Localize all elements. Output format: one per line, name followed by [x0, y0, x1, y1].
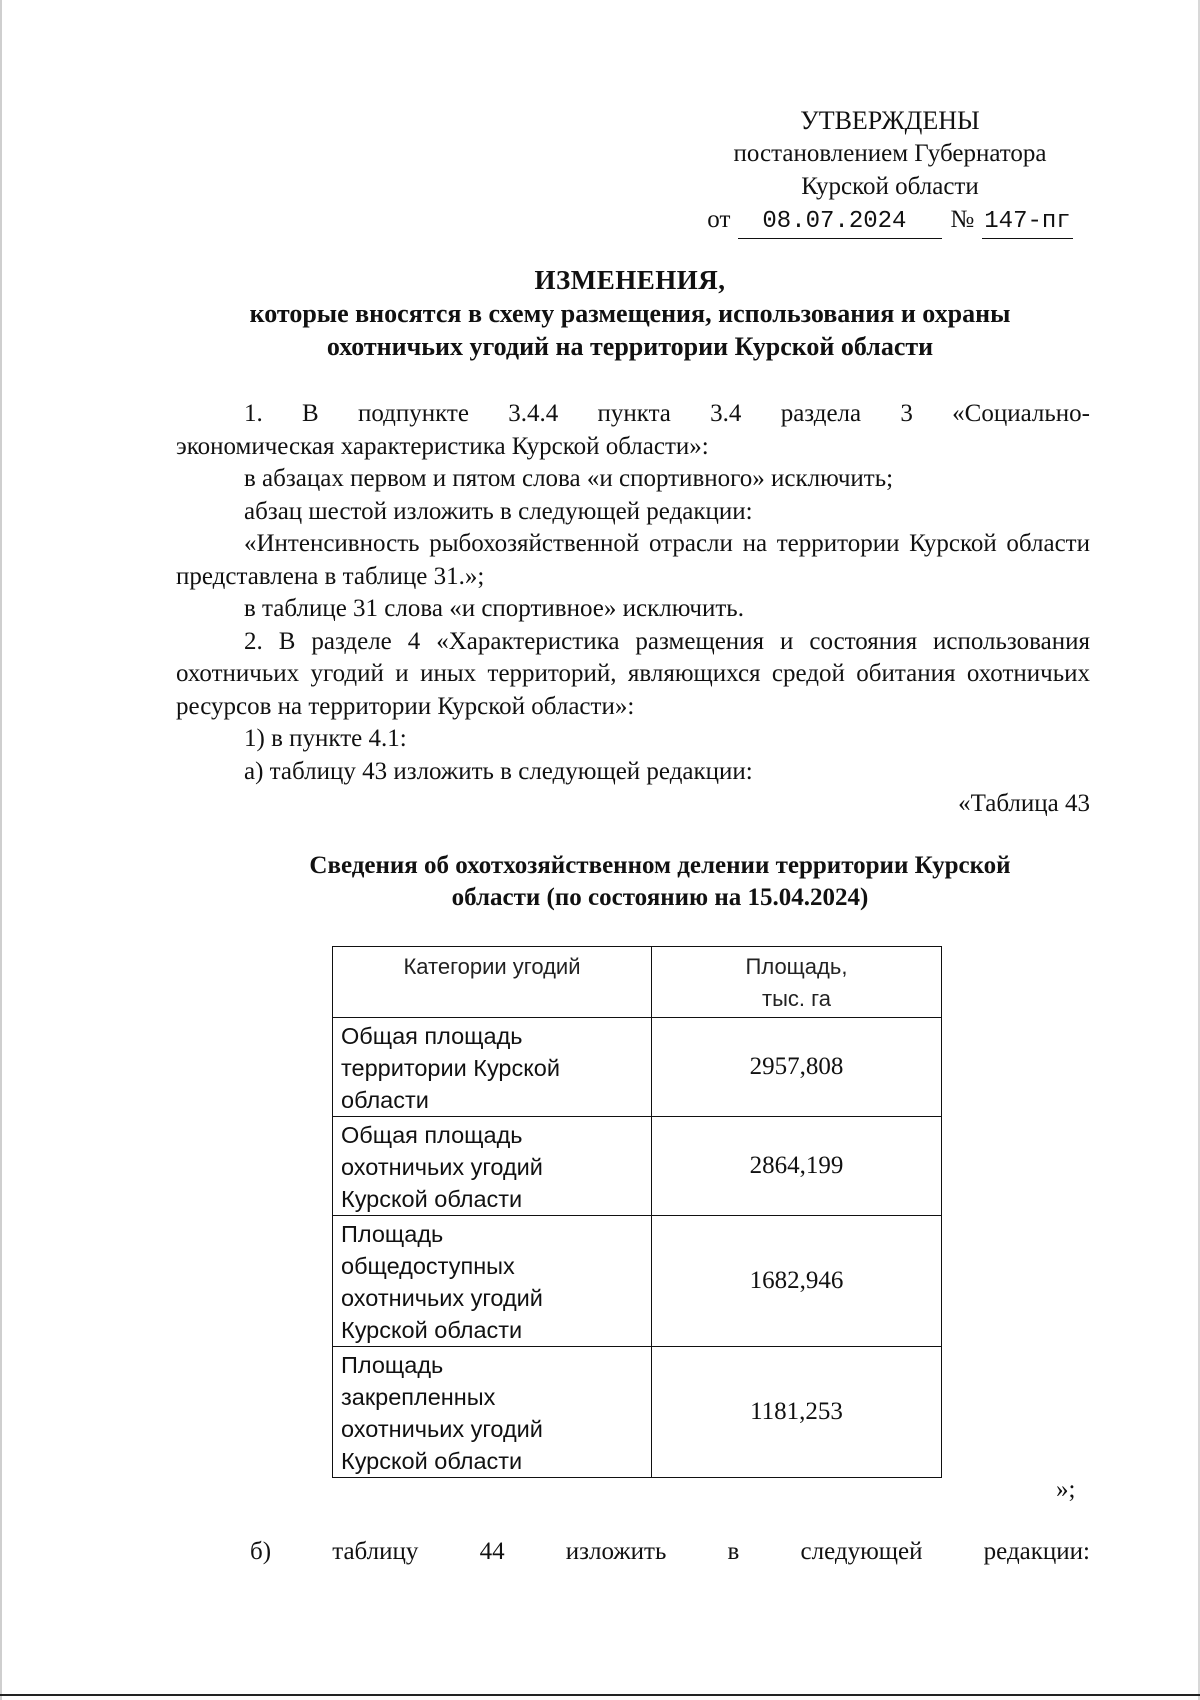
paragraph-6: 2. В разделе 4 «Характеристика размещения и состояния использования охотничьих угодий и иных территорий, являющихся средой обитания охотничьих ресурсов на территории Курской области»: [176, 627, 1090, 720]
cell-category [333, 1347, 652, 1478]
cell-category-line: Общая площадь [341, 1122, 523, 1148]
cell-category-line: общедоступных [341, 1253, 515, 1279]
closing-quote: »; [1056, 1476, 1076, 1503]
cell-category-line: охотничьих угодий [341, 1154, 543, 1180]
header-area-line-2: тыс. га [762, 986, 831, 1011]
paragraph-1b: экономическая характеристика Курской области»: [176, 432, 709, 460]
table-row [333, 1018, 942, 1117]
cell-value: 1682,946 [652, 1216, 942, 1347]
cell-category-line: области [341, 1087, 429, 1113]
document-title [160, 264, 1100, 363]
cell-value: 1181,253 [652, 1347, 942, 1478]
cell-category-line: Курской области [341, 1448, 523, 1474]
approval-line-1: постановлением Губернатора [733, 140, 1047, 167]
paragraph-3: абзац шестой изложить в следующей редакции: [244, 497, 753, 525]
table-header-row [333, 947, 942, 1018]
cell-category-line: Площадь [341, 1352, 444, 1378]
scan-edge-left [0, 0, 2, 1700]
table-row [333, 1117, 942, 1216]
title-line-2: которые вносятся в схему размещения, использования и охраны [249, 299, 1011, 328]
number-prefix: № [950, 206, 975, 233]
cell-category-line: закрепленных [341, 1384, 496, 1410]
data-table [332, 946, 942, 1478]
approval-number: 147-пг [982, 205, 1072, 239]
header-category [333, 947, 652, 1018]
approval-line-2: Курской области [801, 173, 979, 200]
paragraph-8: а) таблицу 43 изложить в следующей редакции: [244, 757, 753, 785]
table-caption-line-2: области (по состоянию на 15.04.2024) [451, 884, 869, 911]
cell-category-line: Курской области [341, 1186, 523, 1212]
cell-category-line: территории Курской [341, 1055, 560, 1081]
cell-value: 2864,199 [652, 1117, 942, 1216]
approval-date: 08.07.2024 [738, 205, 942, 239]
document-body [176, 398, 1090, 821]
paragraph-2: в абзацах первом и пятом слова «и спортивного» исключить; [244, 465, 894, 492]
paragraph-1a: 1. В подпункте 3.4.4 пункта 3.4 раздела 3 «Социально- [244, 400, 1090, 427]
table-reference: «Таблица 43 [958, 790, 1090, 817]
cell-category-line: Площадь [341, 1221, 444, 1247]
cell-category [333, 1216, 652, 1347]
title-line-3: охотничьих угодий на территории Курской области [326, 332, 934, 361]
paragraph-4: «Интенсивность рыбохозяйственной отрасли на территории Курской области представлена в таблице 31.»; [176, 530, 1090, 590]
cell-value: 2957,808 [652, 1018, 942, 1117]
header-category-text: Категории угодий [403, 954, 581, 979]
cell-category-line: охотничьих угодий [341, 1416, 543, 1442]
table-caption-line-1: Сведения об охотхозяйственном делении территории Курской [309, 852, 1011, 879]
cell-category-line: Общая площадь [341, 1023, 523, 1049]
cell-category-line: охотничьих угодий [341, 1285, 543, 1311]
paragraph-5: в таблице 31 слова «и спортивное» исключить. [244, 595, 744, 622]
cell-category-line: Курской области [341, 1317, 523, 1343]
title-line-1: ИЗМЕНЕНИЯ, [534, 265, 726, 295]
table-row [333, 1347, 942, 1478]
cell-category [333, 1018, 652, 1117]
table-row [333, 1216, 942, 1347]
approval-heading: УТВЕРЖДЕНЫ [800, 106, 980, 135]
date-prefix: от [707, 206, 731, 233]
approval-date-line [700, 203, 1080, 239]
paragraph-7: 1) в пункте 4.1: [244, 725, 407, 752]
cell-category [333, 1117, 652, 1216]
scan-edge-bottom [0, 1694, 1200, 1696]
approval-block [700, 104, 1080, 239]
header-area [652, 947, 942, 1018]
header-area-line-1: Площадь, [745, 954, 848, 979]
table-caption [240, 850, 1080, 914]
last-line: б) таблицу 44 изложить в следующей редакции: [250, 1538, 1090, 1565]
